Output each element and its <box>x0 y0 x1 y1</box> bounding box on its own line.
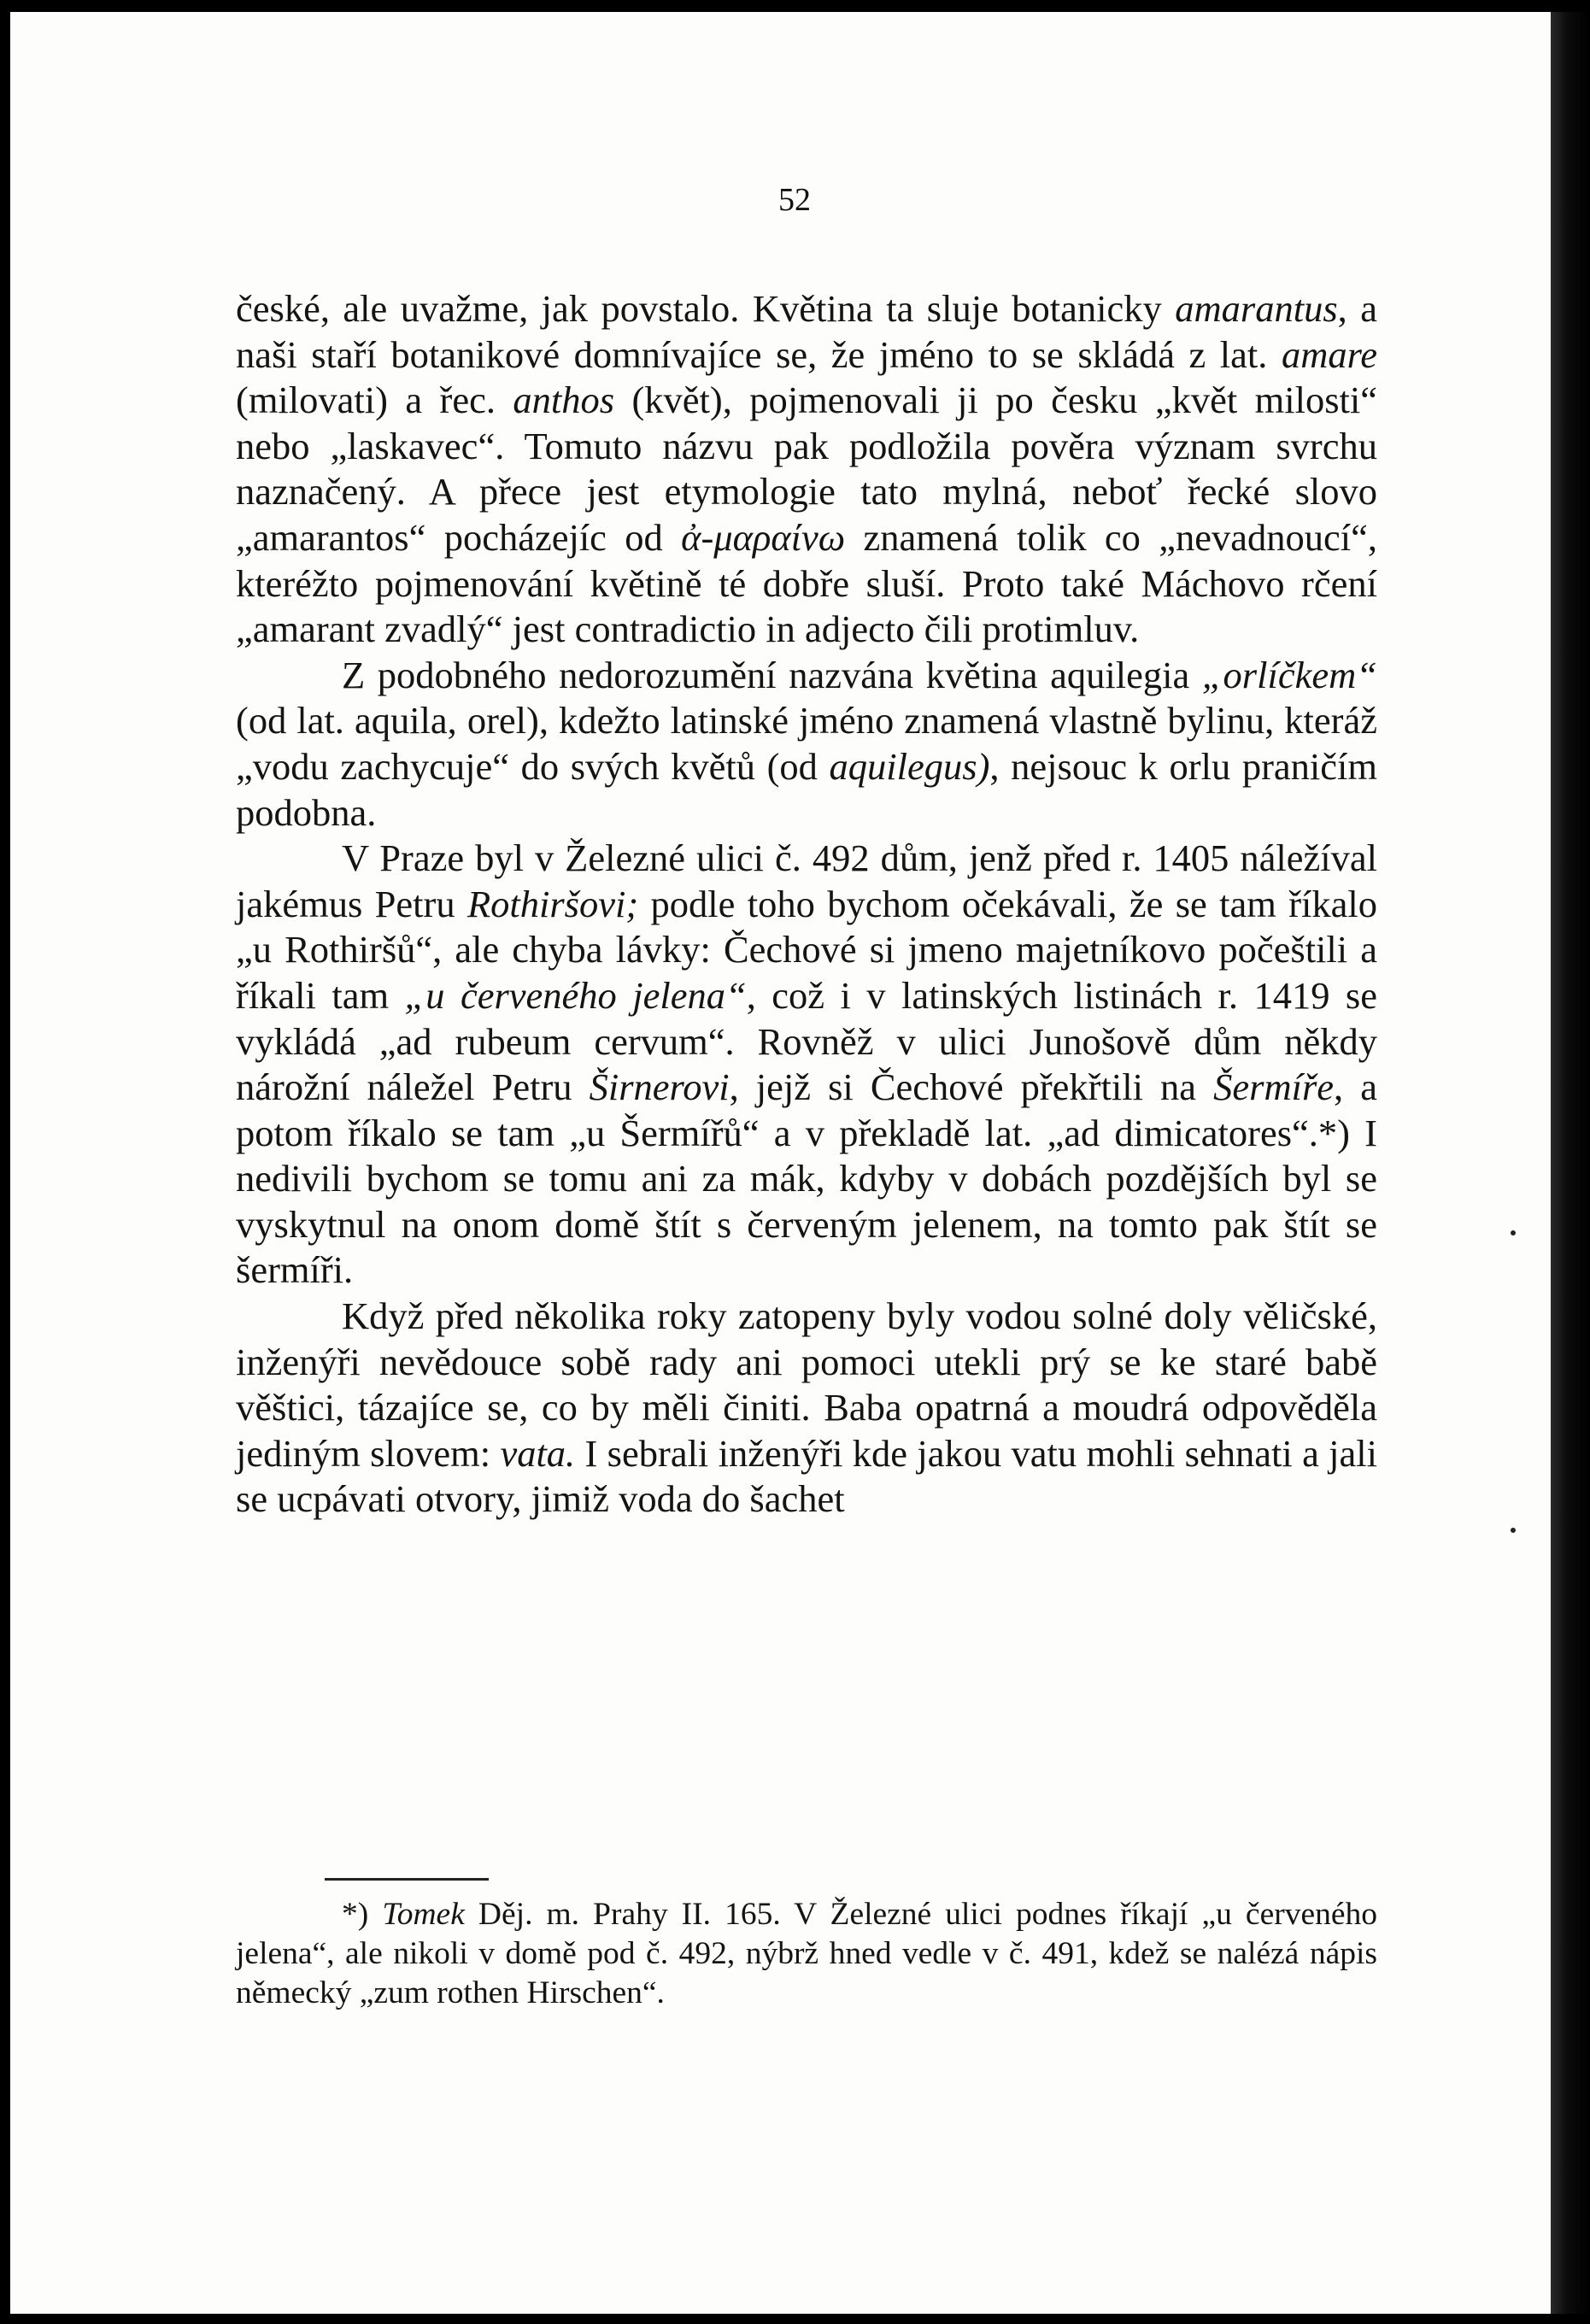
text-run: (milovati) a řec. <box>236 379 513 422</box>
paragraph-house-names <box>236 836 1377 1294</box>
footnote-divider <box>325 1878 489 1881</box>
italic-text-run: ἀ-μαραίνω <box>681 515 846 559</box>
italic-text-run: Tomek <box>382 1897 465 1932</box>
italic-text-run: amarantus <box>1175 287 1338 330</box>
text-run: *) <box>342 1897 383 1932</box>
book-spine-edge <box>1551 12 1590 2314</box>
italic-text-run: „orlíčkem“ <box>1201 653 1377 696</box>
text-run: české, ale uvažme, jak povstalo. Květina ta sluje botanicky <box>236 287 1176 330</box>
text-run: Když před několika roky zatopeny byly vodou solné doly věličské, inženýři nevědouce sobě rady ani pomoci utekli prý se ke staré babě věštici, tázajíce se, co by měli činiti. Baba opatrná a moudrá odpověděla jediným slovem: <box>236 1294 1377 1475</box>
text-run: Z podobného nedorozumění nazvána květina aquilegia <box>342 653 1202 696</box>
text-run: , což i v latinských listinách r. 1419 se vykládá „ad rubeum cervum“. Rovněž v ulici Junošově dům někdy nárožní náležel Petru <box>236 973 1377 1109</box>
italic-text-run: Šermíře <box>1213 1065 1335 1109</box>
margin-speck <box>1511 1230 1516 1235</box>
text-run: I sebrali inženýři kde jakou vatu mohli sehnati a jali se ucpávati otvory, jimiž voda do šachet <box>236 1431 1377 1521</box>
text-run: , a potom říkalo se tam „u Šermířů“ a v překladě lat. „ad dimicatores“.*) I nedivili bychom se tomu ani za mák, kdyby v dobách pozdějších byl se vyskytnul na onom domě štít s červeným jelenem, na tomto pak štít se šermíři. <box>236 1065 1377 1292</box>
italic-text-run: „u červeného jelena“ <box>404 973 747 1017</box>
text-run: , a naši staří botanikové domnívajíce se, že jméno to se skládá z lat. <box>236 287 1377 376</box>
main-text <box>236 286 1377 1523</box>
text-run: V Praze byl v Železné ulici č. 492 dům, jenž před r. 1405 náležíval jakémus Petru <box>236 836 1377 925</box>
text-run: znamená tolik co „nevadnoucí“, kteréžto pojmenování květině té dobře sluší. Proto také Máchovo rčení „amarant zvadlý“ jest contradictio in adjecto čili protimluv. <box>236 515 1377 651</box>
italic-text-run: anthos <box>513 379 615 422</box>
italic-text-run: aquilegus) <box>829 744 990 788</box>
text-run: , jejž si Čechové překřtili na <box>729 1065 1214 1109</box>
italic-text-run: amare <box>1281 332 1377 376</box>
footnote <box>236 1895 1377 2013</box>
text-run: , nejsouc k orlu praničím podobna. <box>236 744 1377 834</box>
paragraph-amarant <box>236 286 1377 653</box>
italic-text-run: Širnerovi <box>589 1065 730 1109</box>
italic-text-run: Rothiršovi; <box>466 882 639 925</box>
paragraph-aquilegia <box>236 653 1377 836</box>
paragraph-vata <box>236 1294 1377 1523</box>
text-run: podle toho bychom očekávali, že se tam říkalo „u Rothiršů“, ale chyba lávky: Čechové si jmeno majetníkovo počeštili a říkali tam <box>236 882 1378 1017</box>
italic-text-run: vata. <box>500 1431 576 1475</box>
text-run: (od lat. aquila, orel), kdežto latinské jméno znamená vlastně bylinu, kteráž „vodu zachycuje“ do svých květů (od <box>236 699 1377 788</box>
page-number: 52 <box>778 182 811 218</box>
text-run: (květ), pojmenovali ji po česku „květ milosti“ nebo „laskavec“. Tomuto názvu pak podložila pověra význam svrchu naznačený. A přece jest etymologie tato mylná, neboť řecké slovo „amarantos“ pocházejíc od <box>236 379 1377 559</box>
margin-speck <box>1511 1528 1516 1533</box>
text-run: Děj. m. Prahy II. 165. V Železné ulici podnes říkají „u červeného jelena“, ale nikoli v domě pod č. 492, nýbrž hned vedle v č. 491, kdež se nalézá nápis německý „zum rothen Hirschen“. <box>236 1897 1377 2010</box>
